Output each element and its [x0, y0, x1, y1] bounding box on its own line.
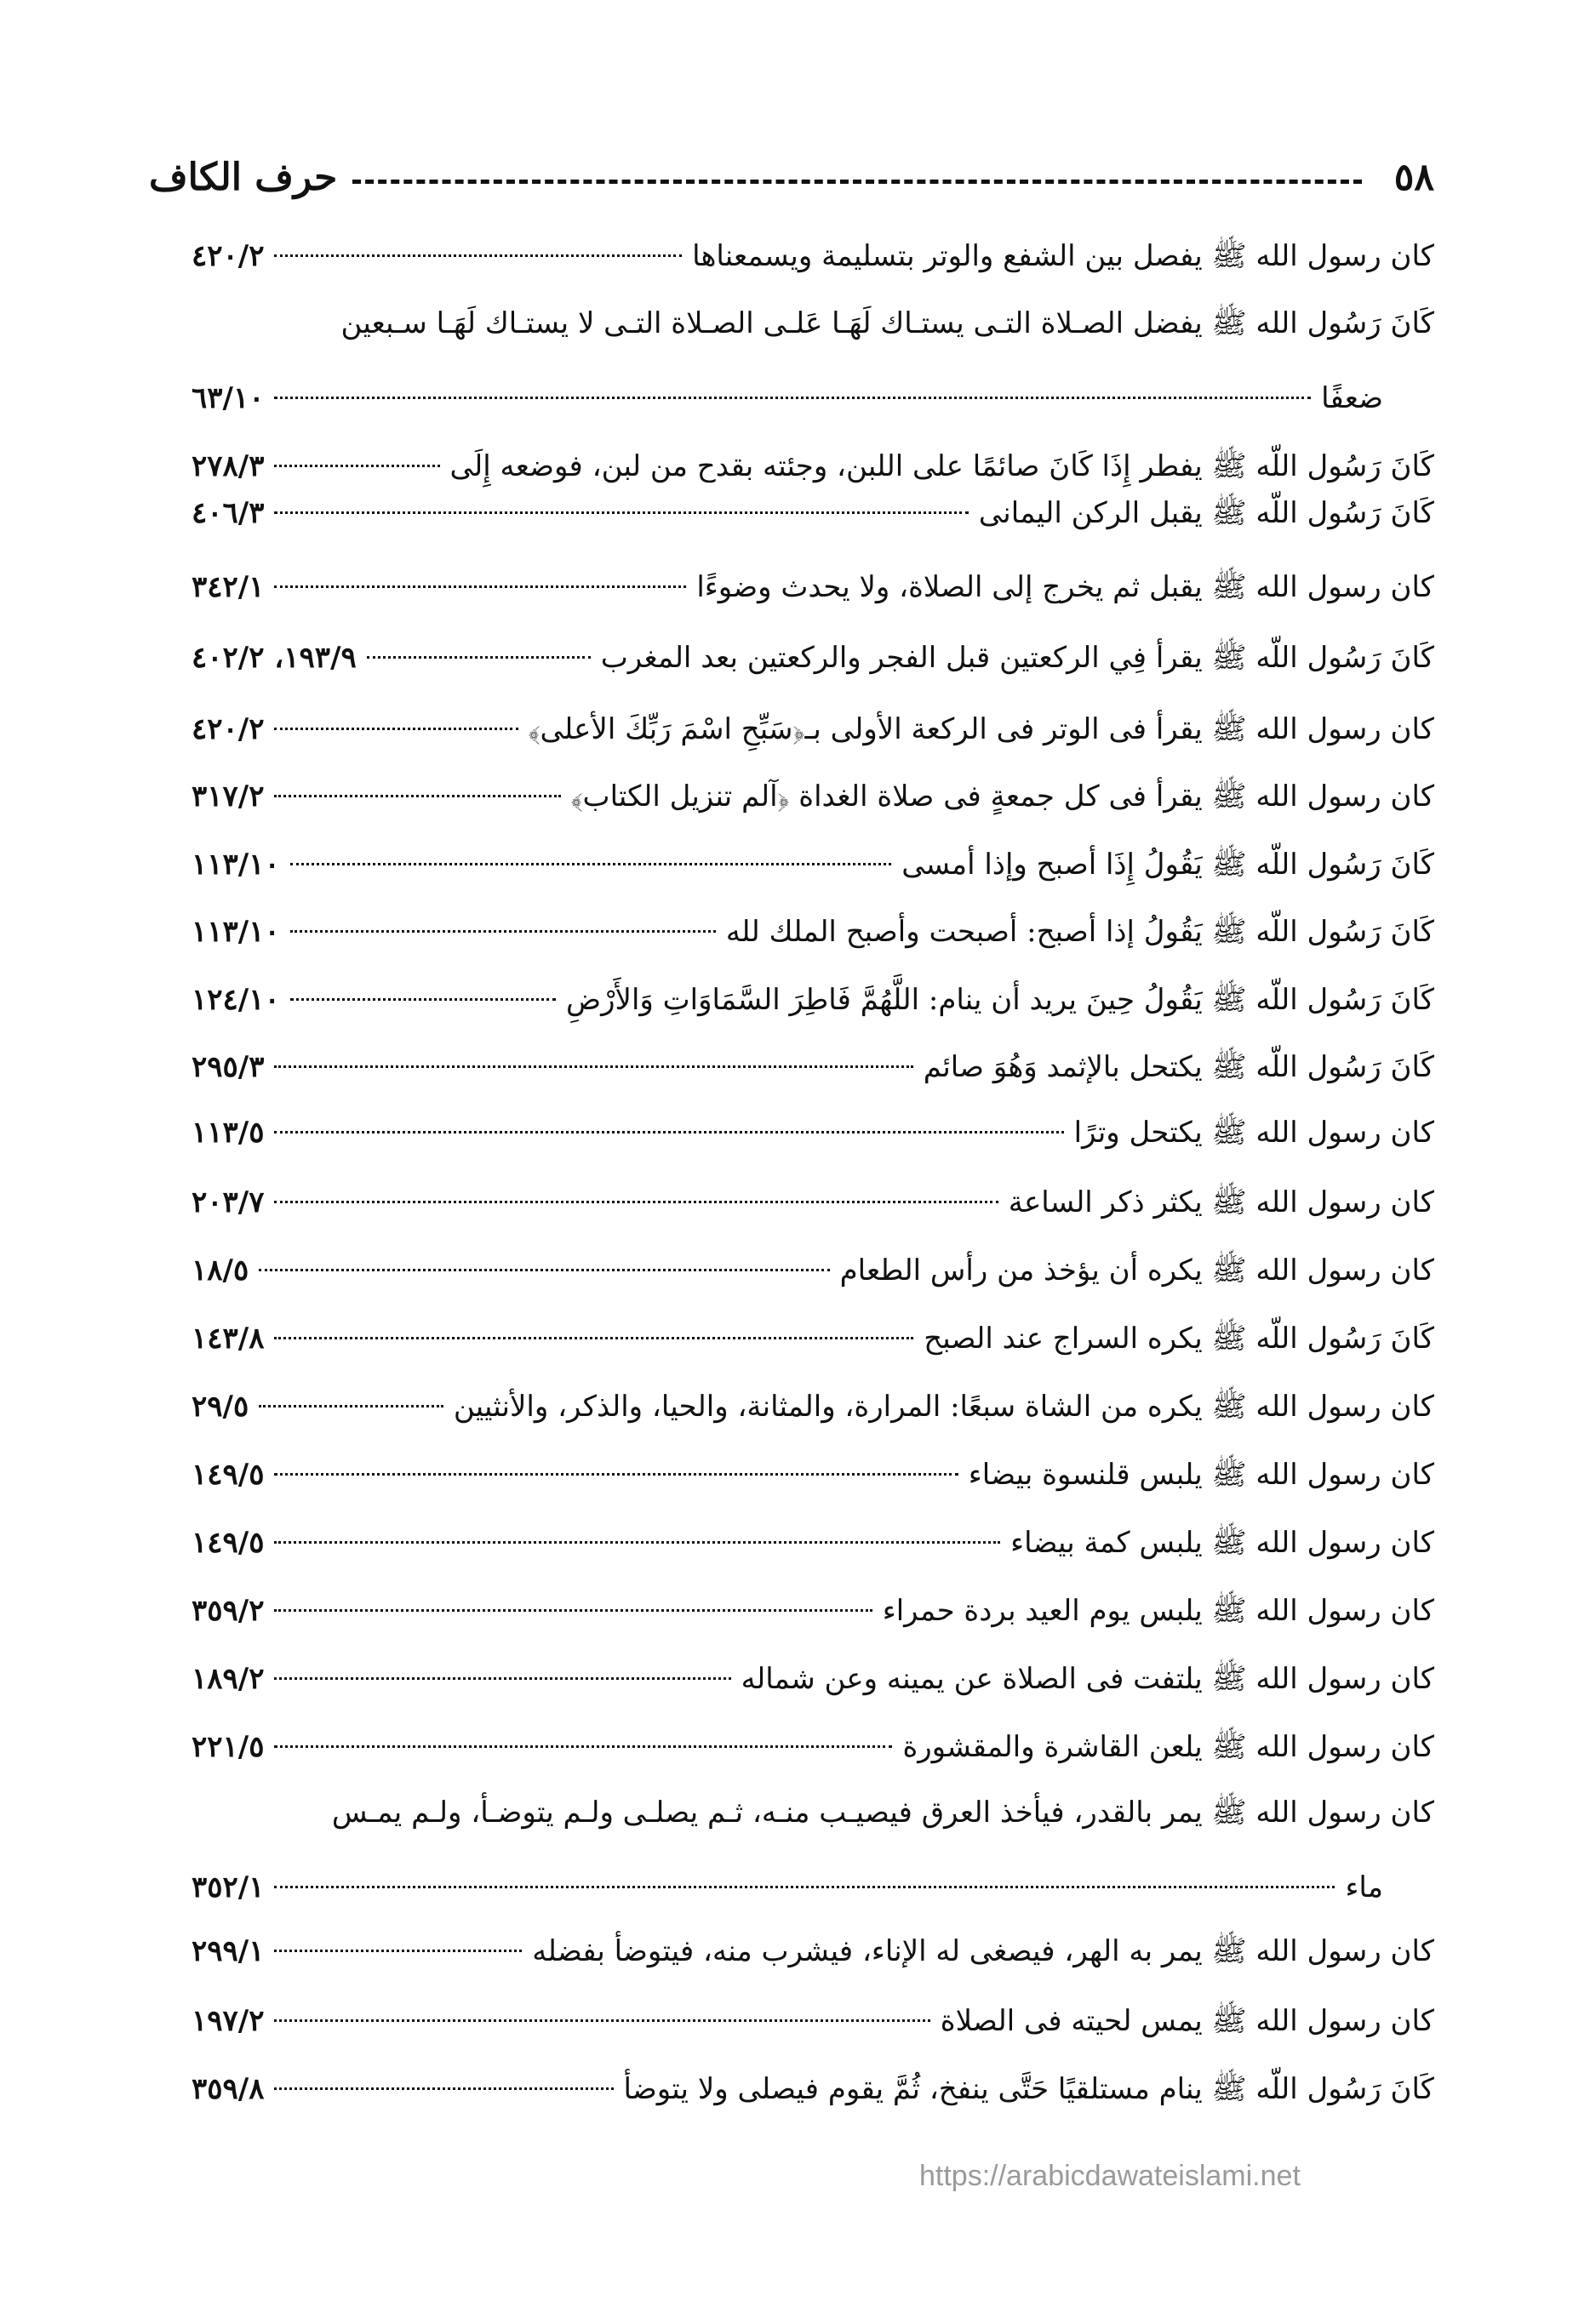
page-reference: ٣٥٢/١: [192, 1870, 265, 1904]
index-entry: [192, 1574, 1434, 1647]
dot-leader: [367, 656, 591, 659]
dot-leader: [274, 585, 686, 588]
entry-text: كَانَ رَسُول اللّه ﷺ يَقُولُ حِينَ يريد أن ينام: اللَّهُمَّ فَاطِرَ السَّمَاوَاتِ وَالأَرْضِ: [566, 983, 1434, 1017]
index-entry: [192, 1710, 1434, 1784]
page-reference: ١٨/٥: [192, 1253, 249, 1288]
dot-leader: [274, 1065, 912, 1068]
page-reference: ٣٤٢/١: [192, 570, 265, 604]
dot-leader: [274, 1131, 1063, 1133]
index-entry: [192, 1506, 1434, 1579]
index-entry: [192, 1302, 1434, 1375]
entry-text: كان رسول الله ﷺ يلتفت فى الصلاة عن يمينه وعن شماله: [741, 1662, 1434, 1696]
index-entry: [192, 1031, 1434, 1104]
page-reference: ١٨٩/٢: [192, 1662, 265, 1696]
page-reference: ٢٠٣/٧: [192, 1185, 265, 1219]
page-reference: ٤٢٠/٢: [192, 239, 265, 273]
entry-text: كان رسول الله ﷺ يقرأ فى كل جمعةٍ فى صلاة الغداة ﴿آلم تنزيل الكتاب﴾: [570, 779, 1434, 814]
index-entry: [192, 1642, 1434, 1716]
index-entry: [192, 551, 1434, 624]
page-reference: ٣١٧/٢: [192, 779, 265, 814]
watermark-url: https://arabicdawateislami.net: [919, 2160, 1301, 2192]
page-reference: ٣٥٩/٢: [192, 1594, 265, 1628]
page-reference: ٢٩/٥: [192, 1390, 249, 1424]
page-reference: ١٤٣/٨: [192, 1322, 265, 1356]
page-reference: ٤٠٦/٣: [192, 496, 265, 530]
entry-text: كَانَ رَسُول الله ﷺ يفضل الصـلاة التـى يستـاك لَهَـا عَلـى الصـلاة التـى لا يستـاك لَهَـا سـبعين: [340, 306, 1434, 340]
entry-text: كان رسول الله ﷺ يمس لحيته فى الصلاة: [940, 2004, 1434, 2038]
entry-text: كان رسول الله ﷺ يمر بالقدر، فيأخذ العرق فيصيـب منـه، ثـم يصلـى ولـم يتوضـأ، ولـم يمـس: [331, 1796, 1434, 1830]
dot-leader: [274, 728, 518, 730]
dot-leader: [274, 1745, 892, 1748]
entry-text: كان رسول الله ﷺ يكثر ذكر الساعة: [1008, 1185, 1434, 1219]
dot-leader: [274, 1886, 1335, 1888]
index-entry: [192, 760, 1434, 833]
index-entry: [192, 1984, 1434, 2058]
index-entry: [192, 477, 1434, 550]
dot-leader: [290, 998, 556, 1001]
page-reference: ٢٩٩/١: [192, 1934, 265, 1968]
dot-leader: [274, 2019, 929, 2022]
entry-text: كان رسول الله ﷺ يقرأ فى الوتر فى الركعة الأولى بـ﴿سَبِّحِ اسْمَ رَبِّكَ الأعلى﴾: [528, 712, 1434, 746]
page-reference: ١٢٤/١٠: [192, 983, 280, 1017]
entry-text: كَانَ رَسُول اللّه ﷺ يقبل الركن اليمانى: [978, 496, 1434, 530]
page-reference: ٢٧٨/٣: [192, 449, 265, 483]
entry-text: كَانَ رَسُول اللّه ﷺ يكره السراج عند الصبح: [924, 1322, 1434, 1356]
page-number: ٥٨: [1393, 155, 1434, 199]
entry-text: كَانَ رَسُول اللّه ﷺ يَقُولُ إذا أصبح: أصبحت وأصبح الملك لله: [725, 915, 1434, 949]
entry-text: كَانَ رَسُول اللّه ﷺ يَقُولُ إِذَا أصبح وإذا أمسى: [901, 848, 1434, 882]
entry-text: كَانَ رَسُول اللّه ﷺ يقرأ فِي الركعتين قبل الفجر والركعتين بعد المغرب: [600, 641, 1434, 675]
index-entry: [192, 285, 1434, 435]
entry-text: كان رسول الله ﷺ يقبل ثم يخرج إلى الصلاة، ولا يحدث وضوءًا: [696, 570, 1434, 604]
index-entry: [192, 693, 1434, 766]
dot-leader: [274, 465, 439, 467]
index-entry: [192, 1096, 1434, 1169]
entry-text: كان رسول الله ﷺ يكره من الشاة سبعًا: المرارة، والمثانة، والحيا، والذكر، والأنثيين: [453, 1390, 1434, 1424]
index-entry: [192, 1774, 1434, 1924]
entry-text: كان رسول الله ﷺ يكتحل وترًا: [1073, 1116, 1434, 1150]
entry-text-continuation: ضعفًا: [1321, 381, 1383, 415]
dot-leader: [274, 254, 682, 257]
entry-text: كان رسول الله ﷺ يلعن القاشرة والمقشورة: [902, 1730, 1434, 1764]
index-entry: [192, 621, 1434, 694]
page-reference: ٢٩٥/٣: [192, 1050, 265, 1084]
page-reference: ١١٣/٥: [192, 1116, 265, 1150]
dot-leader: [259, 1269, 829, 1271]
dot-leader: [274, 1541, 1000, 1544]
page-reference: ٢٢١/٥: [192, 1730, 265, 1764]
section-title: حرف الكاف: [149, 155, 338, 199]
entry-text: كَانَ رَسُول اللّه ﷺ يفطر إِذَا كَانَ صائمًا على اللبن، وجئته بقدح من لبن، فوضعه إِلَى: [449, 449, 1434, 483]
entry-text: كَانَ رَسُول اللّه ﷺ يكتحل بالإثمد وَهُوَ صائم: [923, 1050, 1434, 1084]
page-reference: ١٩٧/٢: [192, 2004, 265, 2038]
page-reference: ٣٥٩/٨: [192, 2072, 265, 2106]
index-entry: [192, 1234, 1434, 1307]
dot-leader: [290, 863, 891, 865]
dot-leader: [274, 397, 1311, 399]
entry-text: كَانَ رَسُول اللّه ﷺ ينام مستلقيًا حَتَّى ينفخ، ثُمَّ يقوم فيصلى ولا يتوضأ: [623, 2072, 1434, 2106]
entry-text-continuation: ماء: [1345, 1870, 1383, 1904]
dot-leader: [274, 1473, 958, 1476]
dot-leader: [290, 930, 716, 933]
dot-leader: [274, 1677, 730, 1680]
entry-text: كان رسول الله ﷺ يلبس قلنسوة بيضاء: [968, 1458, 1434, 1492]
dot-leader: [274, 1337, 913, 1339]
index-entry: [192, 895, 1434, 968]
entry-text: كان رسول الله ﷺ يكره أن يؤخذ من رأس الطعام: [839, 1253, 1434, 1288]
index-entry: [192, 1370, 1434, 1443]
page-reference: ١٤٩/٥: [192, 1526, 265, 1560]
index-entry: [192, 2053, 1434, 2126]
dot-leader: [259, 1405, 443, 1408]
page-reference: ٦٣/١٠: [192, 381, 265, 415]
dot-leader: [274, 1201, 998, 1203]
page-reference: ٤٢٠/٢: [192, 712, 265, 746]
index-entry: [192, 1166, 1434, 1239]
index-entry: [192, 963, 1434, 1036]
index-entry: [192, 828, 1434, 901]
dot-leader: [274, 1609, 872, 1612]
page-reference: ١١٣/١٠: [192, 848, 280, 882]
index-entry: [192, 1915, 1434, 1988]
entry-text: كان رسول الله ﷺ يلبس كمة بيضاء: [1010, 1526, 1434, 1560]
dot-leader: [274, 1950, 522, 1952]
dot-leader: [274, 2087, 613, 2090]
dot-leader: [274, 795, 560, 797]
entry-text: كان رسول الله ﷺ يلبس يوم العيد بردة حمراء: [882, 1594, 1434, 1628]
page-reference: ١٤٩/٥: [192, 1458, 265, 1492]
page-reference: ١٩٣/٩، ٤٠٢/٢: [192, 641, 357, 675]
index-entry: [192, 1438, 1434, 1511]
dot-leader: [274, 511, 968, 514]
index-entry: [192, 220, 1434, 293]
entry-text: كان رسول الله ﷺ يمر به الهر، فيصغى له الإناء، فيشرب منه، فيتوضأ بفضله: [532, 1934, 1434, 1968]
entry-text: كان رسول الله ﷺ يفصل بين الشفع والوتر بتسليمة ويسمعناها: [692, 239, 1434, 273]
page-reference: ١١٣/١٠: [192, 915, 280, 949]
